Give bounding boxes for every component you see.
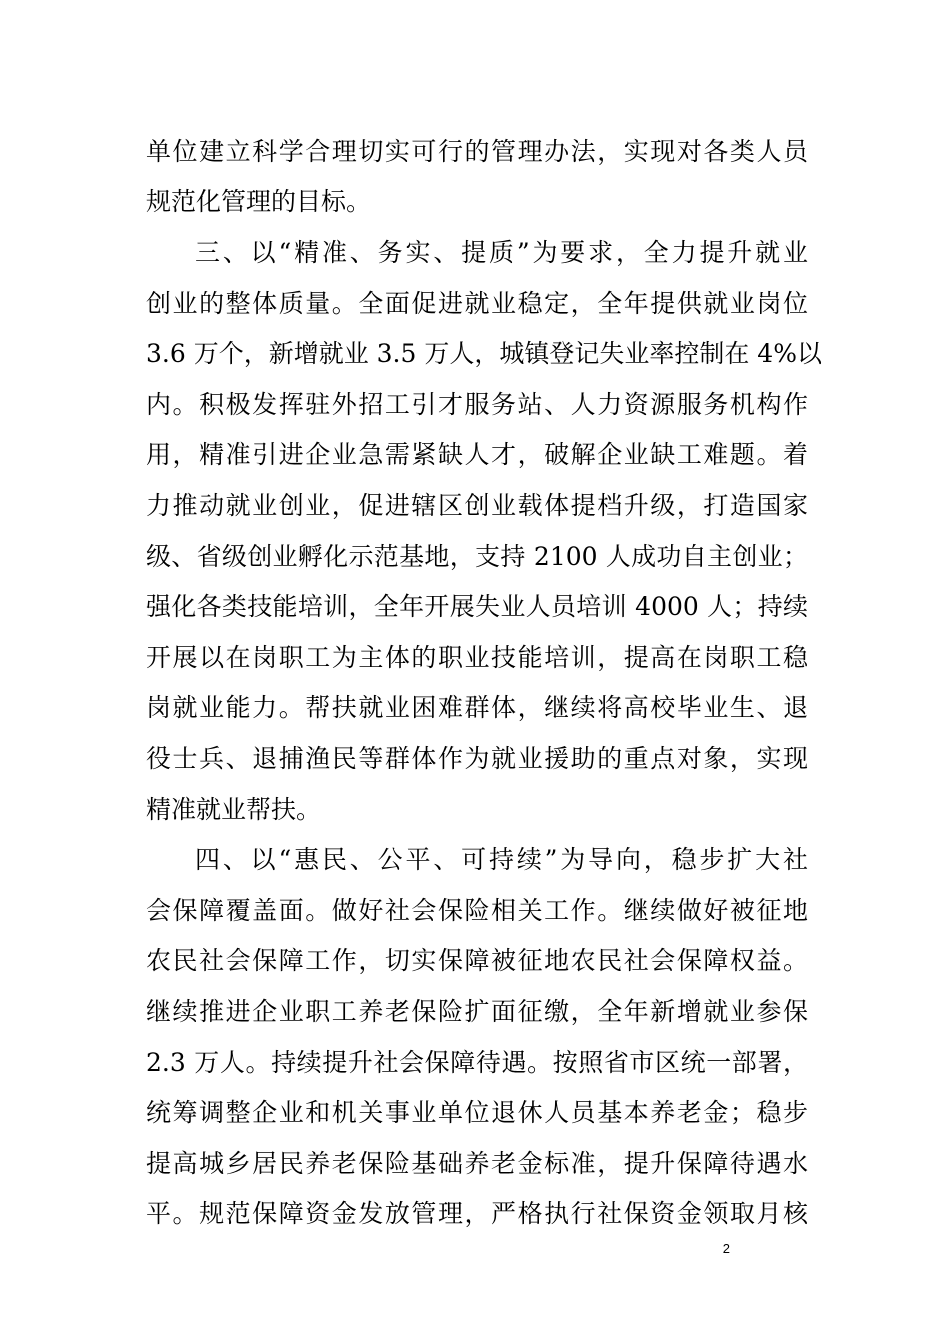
- text-line: 提高城乡居民养老保险基础养老金标准，提升保障待遇水: [146, 1149, 808, 1178]
- text-line: 用，精准引进企业急需紧缺人才，破解企业缺工难题。着: [146, 440, 808, 469]
- text-line: 强化各类技能培训，全年开展失业人员培训 4000 人；持续: [146, 592, 808, 621]
- text-line: 继续推进企业职工养老保险扩面征缴，全年新增就业参保: [146, 997, 808, 1026]
- page-number: 2: [722, 1241, 730, 1256]
- text-line: 会保障覆盖面。做好社会保险相关工作。继续做好被征地: [146, 896, 808, 925]
- text-line: 2.3 万人。持续提升社会保障待遇。按照省市区统一部署，: [146, 1048, 808, 1077]
- text-line: 岗就业能力。帮扶就业困难群体，继续将高校毕业生、退: [146, 693, 808, 722]
- text-line: 平。规范保障资金发放管理，严格执行社保资金领取月核: [146, 1199, 808, 1228]
- text-line: 级、省级创业孵化示范基地，支持 2100 人成功自主创业；: [146, 542, 808, 571]
- paragraph-first-line: 四、以“惠民、公平、可持续”为导向，稳步扩大社: [195, 845, 808, 874]
- paragraph-first-line: 三、以“精准、务实、提质”为要求，全力提升就业: [195, 238, 808, 267]
- text-line: 3.6 万个，新增就业 3.5 万人，城镇登记失业率控制在 4%以: [146, 339, 822, 368]
- text-line: 开展以在岗职工为主体的职业技能培训，提高在岗职工稳: [146, 643, 808, 672]
- text-line: 力推动就业创业，促进辖区创业载体提档升级，打造国家: [146, 491, 808, 520]
- text-line: 内。积极发挥驻外招工引才服务站、人力资源服务机构作: [146, 390, 808, 419]
- text-line: 精准就业帮扶。: [146, 795, 322, 824]
- text-line: 创业的整体质量。全面促进就业稳定，全年提供就业岗位: [146, 289, 808, 318]
- text-line: 统筹调整企业和机关事业单位退休人员基本养老金；稳步: [146, 1098, 808, 1127]
- text-line: 规范化管理的目标。: [146, 187, 372, 216]
- text-line: 农民社会保障工作，切实保障被征地农民社会保障权益。: [146, 946, 808, 975]
- text-line: 单位建立科学合理切实可行的管理办法，实现对各类人员: [146, 137, 808, 166]
- text-line: 役士兵、退捕渔民等群体作为就业援助的重点对象，实现: [146, 744, 808, 773]
